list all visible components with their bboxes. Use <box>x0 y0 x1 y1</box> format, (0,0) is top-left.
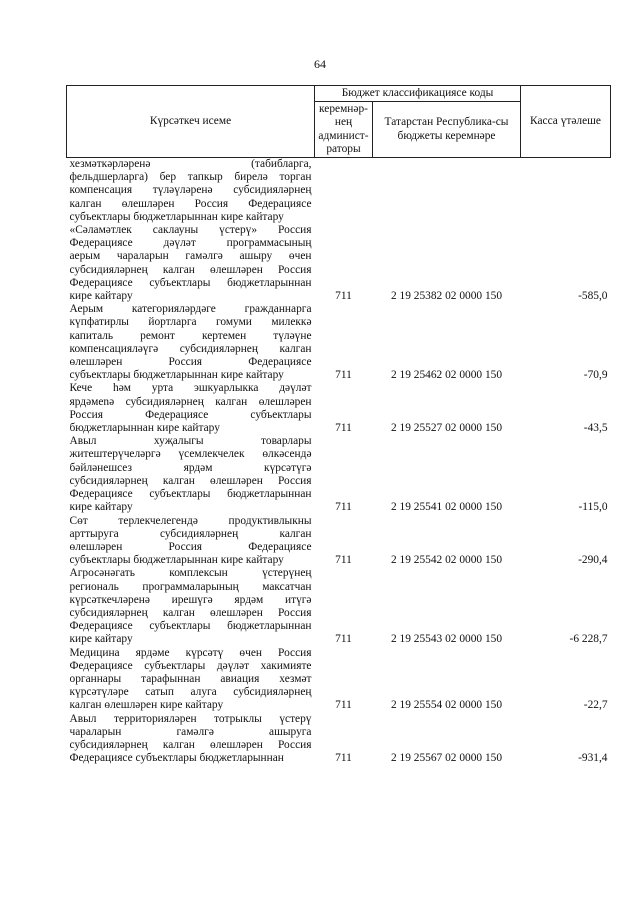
indicator-name-line: Федерациясе субъектлары бюджетларыннан <box>69 488 312 501</box>
indicator-name-line: Авыл территорияләрен тотрыклы үстерү <box>69 712 312 725</box>
indicator-name-cell <box>67 303 315 382</box>
indicator-name-line: Агросәнәгать комплексын үстерүнең <box>69 567 312 580</box>
indicator-name-line: күрсәтүләре сатып алуга субсидияләрнең <box>69 686 312 699</box>
budget-code-cell: 2 19 25462 02 0000 150 <box>390 369 503 382</box>
budget-code-cell: 2 19 25567 02 0000 150 <box>390 752 503 765</box>
administrator-code-cell: 711 <box>335 501 352 514</box>
page-number: 64 <box>314 57 326 71</box>
indicator-name-line: компенсация түләүләренә субсидияләрнең <box>69 184 312 197</box>
cash-execution-cell: -585,0 <box>578 290 608 303</box>
indicator-name-line: региональ программаларының максатчан <box>69 580 312 593</box>
indicator-name-line: бәйләнешсез ярдәм күрсәтүгә <box>69 461 312 474</box>
budget-code-cell <box>373 158 521 225</box>
indicator-name-cell <box>67 158 315 225</box>
administrator-code-cell: 711 <box>335 290 352 303</box>
indicator-name-line: органнары тарафыннан авиация хезмәт <box>69 672 312 685</box>
header-cash-execution: Касса үтәлеше <box>521 86 611 158</box>
indicator-name-line: бюджетларыннан кире кайтару <box>69 422 220 435</box>
cash-execution-cell: -115,0 <box>578 501 608 514</box>
administrator-code-cell <box>315 158 373 225</box>
indicator-name-line: ярдәмenә субсидияләрнең калган өлешләрен <box>69 395 312 408</box>
administrator-code-cell: 711 <box>335 699 352 712</box>
indicator-name-cell <box>67 435 315 514</box>
budget-table <box>66 85 611 765</box>
indicator-name-line: «Сәламәтлек саклауны үстерү» Россия <box>69 224 312 237</box>
cash-execution-cell: -43,5 <box>583 422 608 435</box>
indicator-name-line: Медицина ярдәме күрсәтү өчен Россия <box>69 646 312 659</box>
table-header <box>67 86 611 158</box>
indicator-name-line: капиталь ремонт кертемен түләүне <box>69 329 312 342</box>
indicator-name-line: Россия Федерациясе субъектлары <box>69 408 312 421</box>
header-republic-budget-revenue: Татарстан Республика-сы бюджеты керемнәре <box>373 102 521 158</box>
indicator-name-cell <box>67 713 315 766</box>
indicator-name-line: күрсәткечләренә ирешүгә ярдәм итүгә <box>69 593 312 606</box>
budget-code-cell: 2 19 25542 02 0000 150 <box>390 554 503 567</box>
indicator-name-line: калган өлешләрен Россия Федерациясе <box>69 197 312 210</box>
indicator-name-line: калган өлешләрен кире кайтару <box>69 699 224 712</box>
header-indicator-name: Күрсәткеч исеме <box>67 86 315 158</box>
indicator-name-line: субъектлары бюджетларыннан кире кайтару <box>69 369 284 382</box>
indicator-name-line: субсидияләрнең калган өлешләрен Россия <box>69 474 312 487</box>
indicator-name-line: хезмәткәрләренә (табибларга, <box>69 158 312 171</box>
indicator-name-line: субъектлары бюджетларыннан кире кайтару <box>69 210 284 223</box>
indicator-name-line: субсидияләрнең калган өлешләрен Россия <box>69 263 312 276</box>
indicator-name-line: житештерүчеләргә үсемлекчелек өлкәсендә <box>69 448 312 461</box>
indicator-name-line: субъектлары бюджетларыннан кире кайтару <box>69 554 284 567</box>
table-row <box>67 647 611 713</box>
table-row <box>67 382 611 435</box>
indicator-name-line: арттыруга субсидияләрнең калган <box>69 527 312 540</box>
table-row <box>67 158 611 225</box>
indicator-name-line: Федерациясе субъектлары бюджетларыннан <box>69 752 284 765</box>
cash-execution-cell: -6 228,7 <box>569 633 608 646</box>
header-budget-codes: Бюджет классификациясе коды <box>315 86 521 102</box>
administrator-code-cell: 711 <box>335 752 352 765</box>
indicator-name-line: аерым чараларын гамәлгә ашыру өчен <box>69 250 312 263</box>
indicator-name-line: Федерациясе дәүләт программасының <box>69 237 312 250</box>
cash-execution-cell: -931,4 <box>578 752 608 765</box>
table-row <box>67 515 611 568</box>
budget-code-cell: 2 19 25543 02 0000 150 <box>390 633 503 646</box>
indicator-name-line: кире кайтару <box>69 501 133 514</box>
table-row <box>67 713 611 766</box>
indicator-name-line: күпфатирлы йортларга гомуми милеккә <box>69 316 312 329</box>
indicator-name-line: компенсацияләүгә субсидияләрнең калган <box>69 342 312 355</box>
indicator-name-cell <box>67 567 315 646</box>
indicator-name-line: чараларын гамәлгә ашыруга <box>69 725 312 738</box>
administrator-code-cell: 711 <box>335 422 352 435</box>
table-row <box>67 567 611 646</box>
indicator-name-line: кире кайтару <box>69 290 133 303</box>
table-body <box>67 158 611 766</box>
indicator-name-cell <box>67 224 315 303</box>
cash-execution-cell: -70,9 <box>583 369 608 382</box>
table-row <box>67 303 611 382</box>
indicator-name-line: фельдшерларга) бер тапкыр бирелә торган <box>69 171 312 184</box>
header-revenue-administrator: керемнәр-нең админист-раторы <box>315 102 373 158</box>
budget-code-cell: 2 19 25554 02 0000 150 <box>390 699 503 712</box>
indicator-name-line: кире кайтару <box>69 633 133 646</box>
indicator-name-line: өлешләрен Россия Федерациясе <box>69 540 312 553</box>
indicator-name-line: Кече һәм урта эшкуарлыкка дәүләт <box>69 382 312 395</box>
indicator-name-line: Авыл хуҗалыгы товарлары <box>69 435 312 448</box>
indicator-name-line: субсидияләрнең калган өлешләрен Россия <box>69 606 312 619</box>
budget-code-cell: 2 19 25382 02 0000 150 <box>390 290 503 303</box>
table-row <box>67 435 611 514</box>
indicator-name-line: субсидияләрнең калган өлешләрен Россия <box>69 738 312 751</box>
indicator-name-line: Аерым категорияләрдәге гражданнарга <box>69 303 312 316</box>
administrator-code-cell: 711 <box>335 633 352 646</box>
indicator-name-cell <box>67 382 315 435</box>
indicator-name-line: Сөт терлекчелегендә продуктивлыкны <box>69 514 312 527</box>
indicator-name-cell <box>67 647 315 713</box>
indicator-name-line: Федерациясе субъектлары дәүләт хакимияте <box>69 659 312 672</box>
cash-execution-cell: -22,7 <box>583 699 608 712</box>
administrator-code-cell: 711 <box>335 554 352 567</box>
cash-execution-cell: -290,4 <box>578 554 608 567</box>
budget-code-cell: 2 19 25527 02 0000 150 <box>390 422 503 435</box>
budget-code-cell: 2 19 25541 02 0000 150 <box>390 501 503 514</box>
indicator-name-cell <box>67 515 315 568</box>
table-row <box>67 224 611 303</box>
indicator-name-line: Федерациясе субъектлары бюджетларыннан <box>69 276 312 289</box>
cash-execution-cell <box>521 158 611 225</box>
administrator-code-cell: 711 <box>335 369 352 382</box>
indicator-name-line: өлешләрен Россия Федерациясе <box>69 356 312 369</box>
indicator-name-line: Федерациясе субъектлары бюджетларыннан <box>69 620 312 633</box>
